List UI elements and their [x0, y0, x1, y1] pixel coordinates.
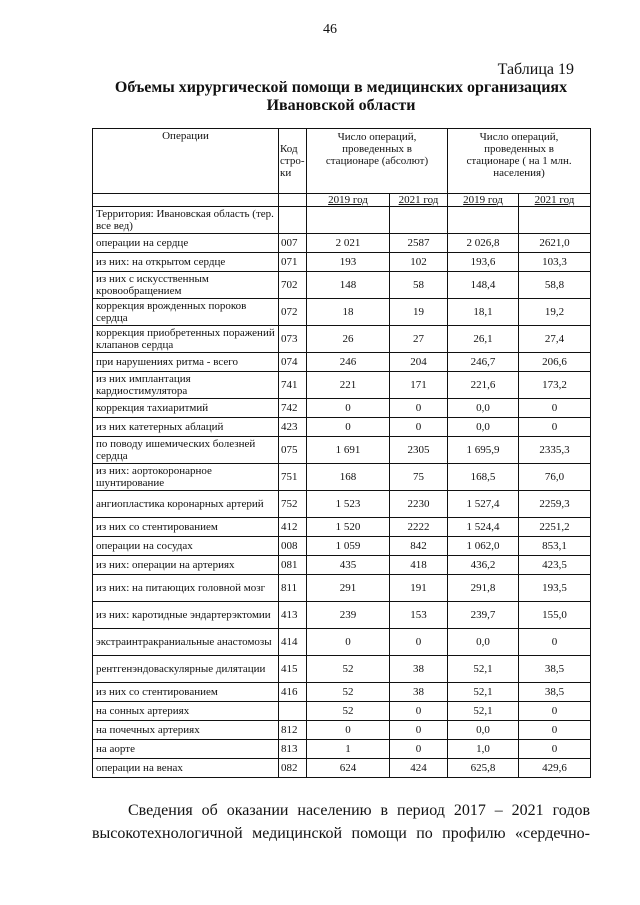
- value-cell: 0: [390, 721, 448, 740]
- operation-name: коррекция тахиаритмий: [93, 399, 279, 418]
- value-cell: 1: [307, 740, 390, 759]
- value-cell: 1,0: [448, 740, 519, 759]
- value-cell: 0: [307, 629, 390, 656]
- table-row: [93, 399, 591, 418]
- value-cell: 0: [519, 629, 591, 656]
- value-cell: 155,0: [519, 602, 591, 629]
- value-cell: 18,1: [448, 299, 519, 326]
- operation-name: операции на сосудах: [93, 537, 279, 556]
- value-cell: 0: [519, 721, 591, 740]
- table-row: [93, 234, 591, 253]
- operation-name: операции на сердце: [93, 234, 279, 253]
- operation-name: операции на венах: [93, 759, 279, 778]
- value-cell: 436,2: [448, 556, 519, 575]
- value-cell: 52: [307, 656, 390, 683]
- empty-cell: [307, 207, 390, 234]
- table-row: [93, 464, 591, 491]
- row-code: 751: [279, 464, 307, 491]
- value-cell: 1 062,0: [448, 537, 519, 556]
- value-cell: 2259,3: [519, 491, 591, 518]
- value-cell: 239,7: [448, 602, 519, 629]
- value-cell: 193,5: [519, 575, 591, 602]
- value-cell: 0: [519, 740, 591, 759]
- value-cell: 148,4: [448, 272, 519, 299]
- empty-cell: [519, 207, 591, 234]
- value-cell: 0: [390, 740, 448, 759]
- value-cell: 853,1: [519, 537, 591, 556]
- row-code: 081: [279, 556, 307, 575]
- row-code: 074: [279, 353, 307, 372]
- value-cell: 19,2: [519, 299, 591, 326]
- table-row: [93, 299, 591, 326]
- table-row: [93, 759, 591, 778]
- table-row: [93, 518, 591, 537]
- value-cell: 1 524,4: [448, 518, 519, 537]
- value-cell: 0: [390, 629, 448, 656]
- operation-name: из них катетерных аблаций: [93, 418, 279, 437]
- table-row: [93, 575, 591, 602]
- operation-name: из них имплантация кардиостимулятора: [93, 372, 279, 399]
- value-cell: 38: [390, 683, 448, 702]
- operation-name: рентгенэндоваскулярные дилятации: [93, 656, 279, 683]
- value-cell: 291: [307, 575, 390, 602]
- row-code: 414: [279, 629, 307, 656]
- table-row: [93, 272, 591, 299]
- value-cell: 221,6: [448, 372, 519, 399]
- value-cell: 26: [307, 326, 390, 353]
- value-cell: 52: [307, 683, 390, 702]
- value-cell: 435: [307, 556, 390, 575]
- value-cell: 0,0: [448, 418, 519, 437]
- operation-name: из них: на открытом сердце: [93, 253, 279, 272]
- row-code: 082: [279, 759, 307, 778]
- empty-cell: [390, 207, 448, 234]
- value-cell: 0: [519, 399, 591, 418]
- value-cell: 625,8: [448, 759, 519, 778]
- value-cell: 424: [390, 759, 448, 778]
- value-cell: 193: [307, 253, 390, 272]
- row-code: 415: [279, 656, 307, 683]
- row-code: 423: [279, 418, 307, 437]
- value-cell: 291,8: [448, 575, 519, 602]
- empty-cell: [279, 207, 307, 234]
- row-code: 072: [279, 299, 307, 326]
- value-cell: 76,0: [519, 464, 591, 491]
- header-year: 2019 год: [307, 194, 390, 207]
- value-cell: 0: [307, 399, 390, 418]
- row-code: 813: [279, 740, 307, 759]
- value-cell: 19: [390, 299, 448, 326]
- value-cell: 1 527,4: [448, 491, 519, 518]
- operation-name: коррекция приобретенных поражений клапанов сердца: [93, 326, 279, 353]
- operation-name: на сонных артериях: [93, 702, 279, 721]
- header-blank: [93, 194, 279, 207]
- value-cell: 2621,0: [519, 234, 591, 253]
- value-cell: 0: [307, 418, 390, 437]
- value-cell: 1 691: [307, 437, 390, 464]
- table-row: [93, 721, 591, 740]
- value-cell: 0,0: [448, 399, 519, 418]
- operation-name: из них со стентированием: [93, 518, 279, 537]
- value-cell: 52,1: [448, 656, 519, 683]
- table-title: Объемы хирургической помощи в медицинских организациях Ивановской области: [114, 79, 568, 114]
- table-row: [93, 740, 591, 759]
- value-cell: 221: [307, 372, 390, 399]
- row-code: 413: [279, 602, 307, 629]
- value-cell: 418: [390, 556, 448, 575]
- table-row: [93, 253, 591, 272]
- table-row: [93, 537, 591, 556]
- table-row: [93, 372, 591, 399]
- header-blank: [279, 194, 307, 207]
- operation-name: из них: аортокоронарное шунтирование: [93, 464, 279, 491]
- row-code: 071: [279, 253, 307, 272]
- value-cell: 27,4: [519, 326, 591, 353]
- table-row: [93, 437, 591, 464]
- header-operation: Операции: [93, 129, 279, 194]
- value-cell: 1 059: [307, 537, 390, 556]
- value-cell: 18: [307, 299, 390, 326]
- value-cell: 38: [390, 656, 448, 683]
- row-code: 008: [279, 537, 307, 556]
- table-row: [93, 656, 591, 683]
- value-cell: 0: [519, 702, 591, 721]
- value-cell: 0,0: [448, 629, 519, 656]
- value-cell: 191: [390, 575, 448, 602]
- header-year: 2019 год: [448, 194, 519, 207]
- row-code: 073: [279, 326, 307, 353]
- value-cell: 246: [307, 353, 390, 372]
- value-cell: 168,5: [448, 464, 519, 491]
- value-cell: 2222: [390, 518, 448, 537]
- table-label: Таблица 19: [497, 61, 574, 78]
- table-row: [93, 326, 591, 353]
- row-code: 075: [279, 437, 307, 464]
- value-cell: 0: [390, 418, 448, 437]
- value-cell: 1 520: [307, 518, 390, 537]
- row-code: 416: [279, 683, 307, 702]
- value-cell: 2335,3: [519, 437, 591, 464]
- value-cell: 0,0: [448, 721, 519, 740]
- value-cell: 1 695,9: [448, 437, 519, 464]
- value-cell: 52: [307, 702, 390, 721]
- value-cell: 206,6: [519, 353, 591, 372]
- header-absolute: Число операций, проведенных в стационаре (абсолют): [307, 129, 448, 194]
- value-cell: 148: [307, 272, 390, 299]
- value-cell: 1 523: [307, 491, 390, 518]
- operation-name: ангиопластика коронарных артерий: [93, 491, 279, 518]
- operation-name: экстраинтракраниальные анастомозы: [93, 629, 279, 656]
- header-year: 2021 год: [519, 194, 591, 207]
- table-row: [93, 418, 591, 437]
- value-cell: 423,5: [519, 556, 591, 575]
- row-code: 742: [279, 399, 307, 418]
- row-code: 752: [279, 491, 307, 518]
- value-cell: 171: [390, 372, 448, 399]
- header-year: 2021 год: [390, 194, 448, 207]
- table-row: [93, 683, 591, 702]
- value-cell: 0: [390, 702, 448, 721]
- value-cell: 153: [390, 602, 448, 629]
- territory-cell: Территория: Ивановская область (тер. все вед): [93, 207, 279, 234]
- operation-name: по поводу ишемических болезней сердца: [93, 437, 279, 464]
- table-row: [93, 556, 591, 575]
- empty-cell: [448, 207, 519, 234]
- value-cell: 38,5: [519, 656, 591, 683]
- value-cell: 52,1: [448, 683, 519, 702]
- operation-name: из них со стентированием: [93, 683, 279, 702]
- value-cell: 38,5: [519, 683, 591, 702]
- surgery-volume-table: [92, 128, 591, 778]
- value-cell: 58: [390, 272, 448, 299]
- row-code: 811: [279, 575, 307, 602]
- operation-name: из них: каротидные эндартерэктомии: [93, 602, 279, 629]
- table-row: [93, 629, 591, 656]
- row-code: 812: [279, 721, 307, 740]
- value-cell: 2 026,8: [448, 234, 519, 253]
- value-cell: 75: [390, 464, 448, 491]
- value-cell: 58,8: [519, 272, 591, 299]
- row-code: 007: [279, 234, 307, 253]
- value-cell: 26,1: [448, 326, 519, 353]
- row-code: 702: [279, 272, 307, 299]
- value-cell: 204: [390, 353, 448, 372]
- value-cell: 193,6: [448, 253, 519, 272]
- table-row: [93, 491, 591, 518]
- row-code: 412: [279, 518, 307, 537]
- header-per-million: Число операций, проведенных в стационаре ( на 1 млн. населения): [448, 129, 591, 194]
- operation-name: на почечных артериях: [93, 721, 279, 740]
- value-cell: 173,2: [519, 372, 591, 399]
- operation-name: из них: на питающих головной мозг: [93, 575, 279, 602]
- operation-name: при нарушениях ритма - всего: [93, 353, 279, 372]
- value-cell: 0: [390, 399, 448, 418]
- row-code: [279, 702, 307, 721]
- value-cell: 102: [390, 253, 448, 272]
- table-row: [93, 602, 591, 629]
- operation-name: из них: операции на артериях: [93, 556, 279, 575]
- value-cell: 0: [307, 721, 390, 740]
- value-cell: 2251,2: [519, 518, 591, 537]
- table-row: [93, 353, 591, 372]
- value-cell: 239: [307, 602, 390, 629]
- page-number: 46: [323, 22, 337, 37]
- value-cell: 246,7: [448, 353, 519, 372]
- operation-name: на аорте: [93, 740, 279, 759]
- value-cell: 842: [390, 537, 448, 556]
- value-cell: 103,3: [519, 253, 591, 272]
- operation-name: из них с искусственным кровообращением: [93, 272, 279, 299]
- value-cell: 624: [307, 759, 390, 778]
- value-cell: 2 021: [307, 234, 390, 253]
- value-cell: 52,1: [448, 702, 519, 721]
- table-row: [93, 702, 591, 721]
- row-code: 741: [279, 372, 307, 399]
- operation-name: коррекция врожденных пороков сердца: [93, 299, 279, 326]
- value-cell: 2230: [390, 491, 448, 518]
- value-cell: 27: [390, 326, 448, 353]
- value-cell: 168: [307, 464, 390, 491]
- value-cell: 2305: [390, 437, 448, 464]
- value-cell: 0: [519, 418, 591, 437]
- body-paragraph: Сведения об оказании населению в период 2017 – 2021 годов высокотехнологичной медицинской помощи по профилю «сердечно-: [92, 802, 590, 842]
- value-cell: 429,6: [519, 759, 591, 778]
- value-cell: 2587: [390, 234, 448, 253]
- header-code: Код стро-ки: [279, 129, 307, 194]
